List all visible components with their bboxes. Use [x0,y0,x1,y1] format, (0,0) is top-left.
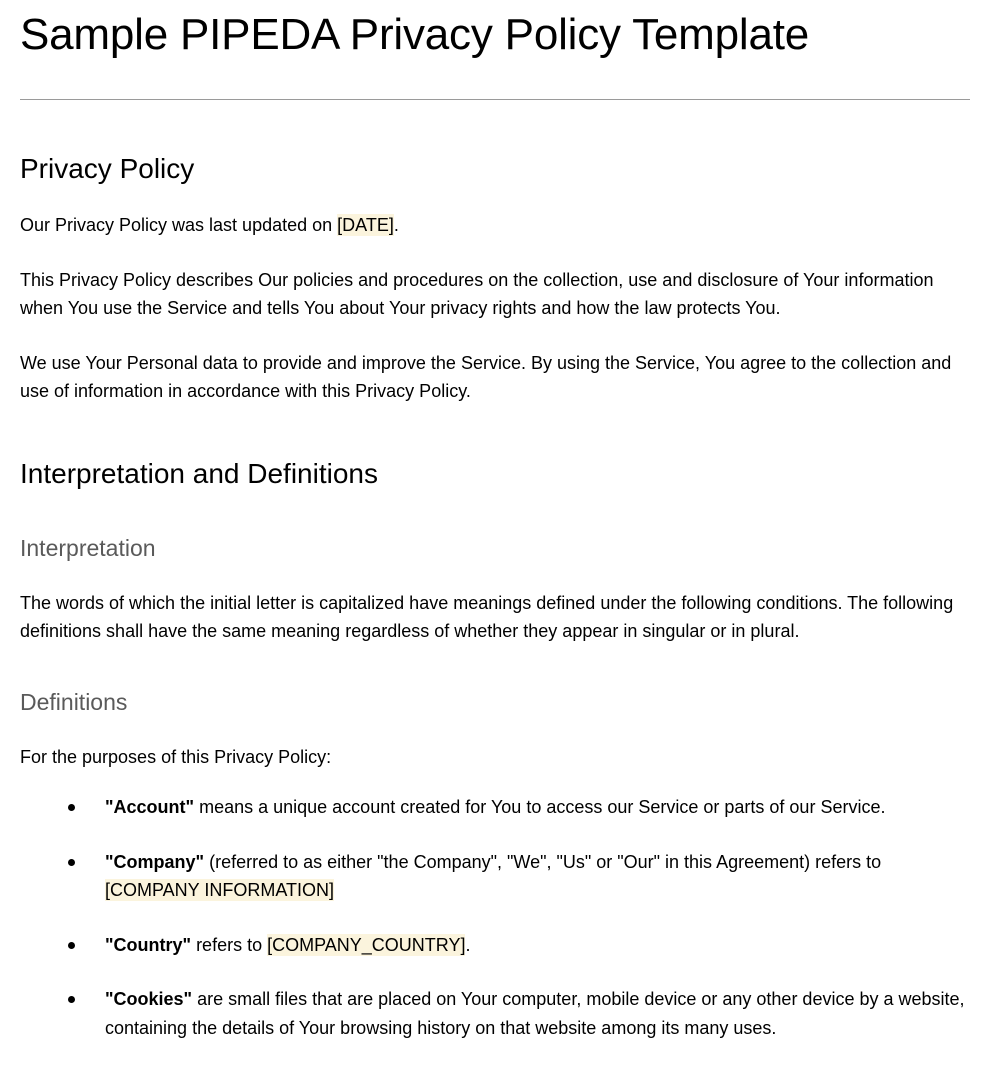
paragraph-definitions-intro: For the purposes of this Privacy Policy: [20,747,332,768]
placeholder-company-information: [COMPANY INFORMATION] [105,880,335,901]
definition-term: "Cookies" [105,989,193,1010]
definition-term: "Company" [105,851,205,872]
definition-term: "Country" [105,934,192,955]
list-item [20,793,980,821]
subheading-interpretation: Interpretation [20,534,156,561]
last-updated-prefix: Our Privacy Policy was last updated on [20,215,338,236]
bullet-icon [68,804,75,811]
list-item [20,985,980,1042]
placeholder-date: [DATE] [337,215,394,236]
definition-text: refers to [191,934,268,955]
definition-text-after: . [465,934,471,955]
definition-text: are small files that are placed on Your computer, mobile device or any other device by a website, containing the details of Your browsing history on that website among its many uses. [105,989,965,1038]
list-item [20,931,980,959]
subheading-definitions: Definitions [20,689,128,716]
paragraph-policy-describes: This Privacy Policy describes Our policies and procedures on the collection, use and disclosure of Your information when You use the Service and tells You about Your privacy rights and how the law protects You. [20,269,934,319]
last-updated-suffix: . [393,215,399,236]
paragraph-interpretation: The words of which the initial letter is capitalized have meanings defined under the following conditions. The following definitions shall have the same meaning regardless of whether they appear in singular or in plural. [20,592,954,641]
bullet-icon [68,859,75,866]
bullet-icon [68,996,75,1003]
definition-term: "Account" [105,797,195,818]
placeholder-company-country: [COMPANY_COUNTRY] [267,934,466,955]
paragraph-last-updated [20,211,980,239]
bullet-icon [68,942,75,949]
definition-text: means a unique account created for You to access our Service or parts of our Service. [194,797,886,818]
list-item [20,848,980,905]
title-divider [20,99,970,100]
heading-privacy-policy: Privacy Policy [20,152,195,184]
page-title: Sample PIPEDA Privacy Policy Template [20,10,810,59]
heading-interpretation-and-definitions: Interpretation and Definitions [20,458,378,490]
definitions-list [20,793,980,1042]
paragraph-personal-data: We use Your Personal data to provide and improve the Service. By using the Service, You agree to the collection and use of information in accordance with this Privacy Policy. [20,352,952,401]
definition-text: (referred to as either "the Company", "We", "Us" or "Our" in this Agreement) refers to [204,851,882,872]
